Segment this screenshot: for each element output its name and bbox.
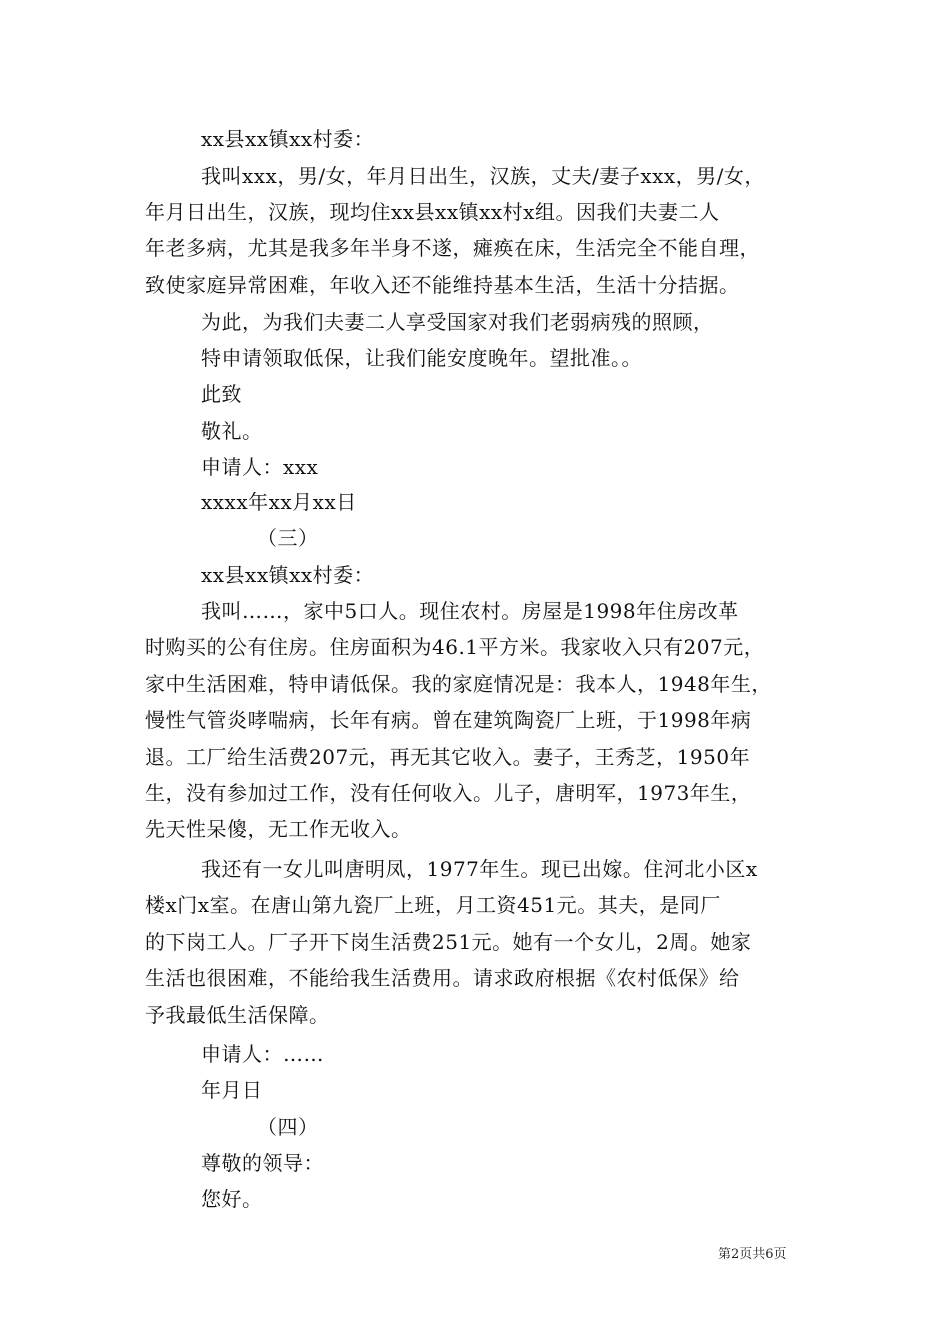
letter3-applicant: 申请人：……: [201, 1042, 324, 1066]
letter4-greeting: 您好。: [201, 1187, 263, 1211]
letter2-body-line: 我叫xxx，男/女，年月日出生，汉族，丈夫/妻子xxx，男/女，: [201, 164, 765, 188]
letter4-heading: （四）: [257, 1115, 319, 1139]
page-number: 第2页共6页: [718, 1247, 787, 1262]
letter3-heading: （三）: [257, 526, 319, 550]
letter3-para1-line: 时购买的公有住房。住房面积为46.1平方米。我家收入只有207元，: [145, 635, 765, 659]
letter2-request-line: 特申请领取低保，让我们能安度晚年。望批准。。: [201, 346, 642, 370]
letter2-salutation: xx县xx镇xx村委：: [201, 127, 375, 151]
letter2-body-line: 年月日出生，汉族，现均住xx县xx镇xx村x组。因我们夫妻二人: [145, 200, 720, 224]
letter3-para2-line: 我还有一女儿叫唐明凤，1977年生。现已出嫁。住河北小区x: [201, 857, 758, 881]
letter4-salutation: 尊敬的领导：: [201, 1151, 324, 1175]
letter2-closing-1: 此致: [201, 382, 242, 406]
letter2-body-line: 致使家庭异常困难，年收入还不能维持基本生活，生活十分拮据。: [145, 273, 740, 297]
letter3-para1-line: 我叫……，家中5口人。现住农村。房屋是1998年住房改革: [201, 599, 739, 623]
letter3-para2-line: 的下岗工人。厂子开下岗生活费251元。她有一个女儿，2周。她家: [145, 930, 752, 954]
letter2-date: xxxx年xx月xx日: [201, 490, 357, 514]
letter2-request-line: 为此，为我们夫妻二人享受国家对我们老弱病残的照顾，: [201, 310, 714, 334]
letter3-para2-line: 予我最低生活保障。: [145, 1003, 330, 1027]
letter3-para2-line: 楼x门x室。在唐山第九瓷厂上班，月工资451元。其夫，是同厂: [145, 893, 721, 917]
letter3-para1-line: 慢性气管炎哮喘病，长年有病。曾在建筑陶瓷厂上班，于1998年病: [145, 708, 752, 732]
letter2-closing-2: 敬礼。: [201, 419, 263, 443]
letter2-applicant: 申请人：xxx: [201, 455, 319, 479]
letter3-para1-line: 退。工厂给生活费207元，再无其它收入。妻子，王秀芝，1950年: [145, 745, 751, 769]
letter3-para2-line: 生活也很困难，不能给我生活费用。请求政府根据《农村低保》给: [145, 966, 740, 990]
letter3-salutation: xx县xx镇xx村委：: [201, 563, 375, 587]
letter3-para1-line: 生，没有参加过工作，没有任何收入。儿子，唐明军，1973年生，: [145, 781, 752, 805]
letter3-para1-line: 家中生活困难，特申请低保。我的家庭情况是：我本人，1948年生，: [145, 672, 772, 696]
letter2-body-line: 年老多病，尤其是我多年半身不遂，瘫痪在床，生活完全不能自理，: [145, 236, 760, 260]
letter3-date: 年月日: [201, 1078, 263, 1102]
letter3-para1-line: 先天性呆傻，无工作无收入。: [145, 817, 412, 841]
